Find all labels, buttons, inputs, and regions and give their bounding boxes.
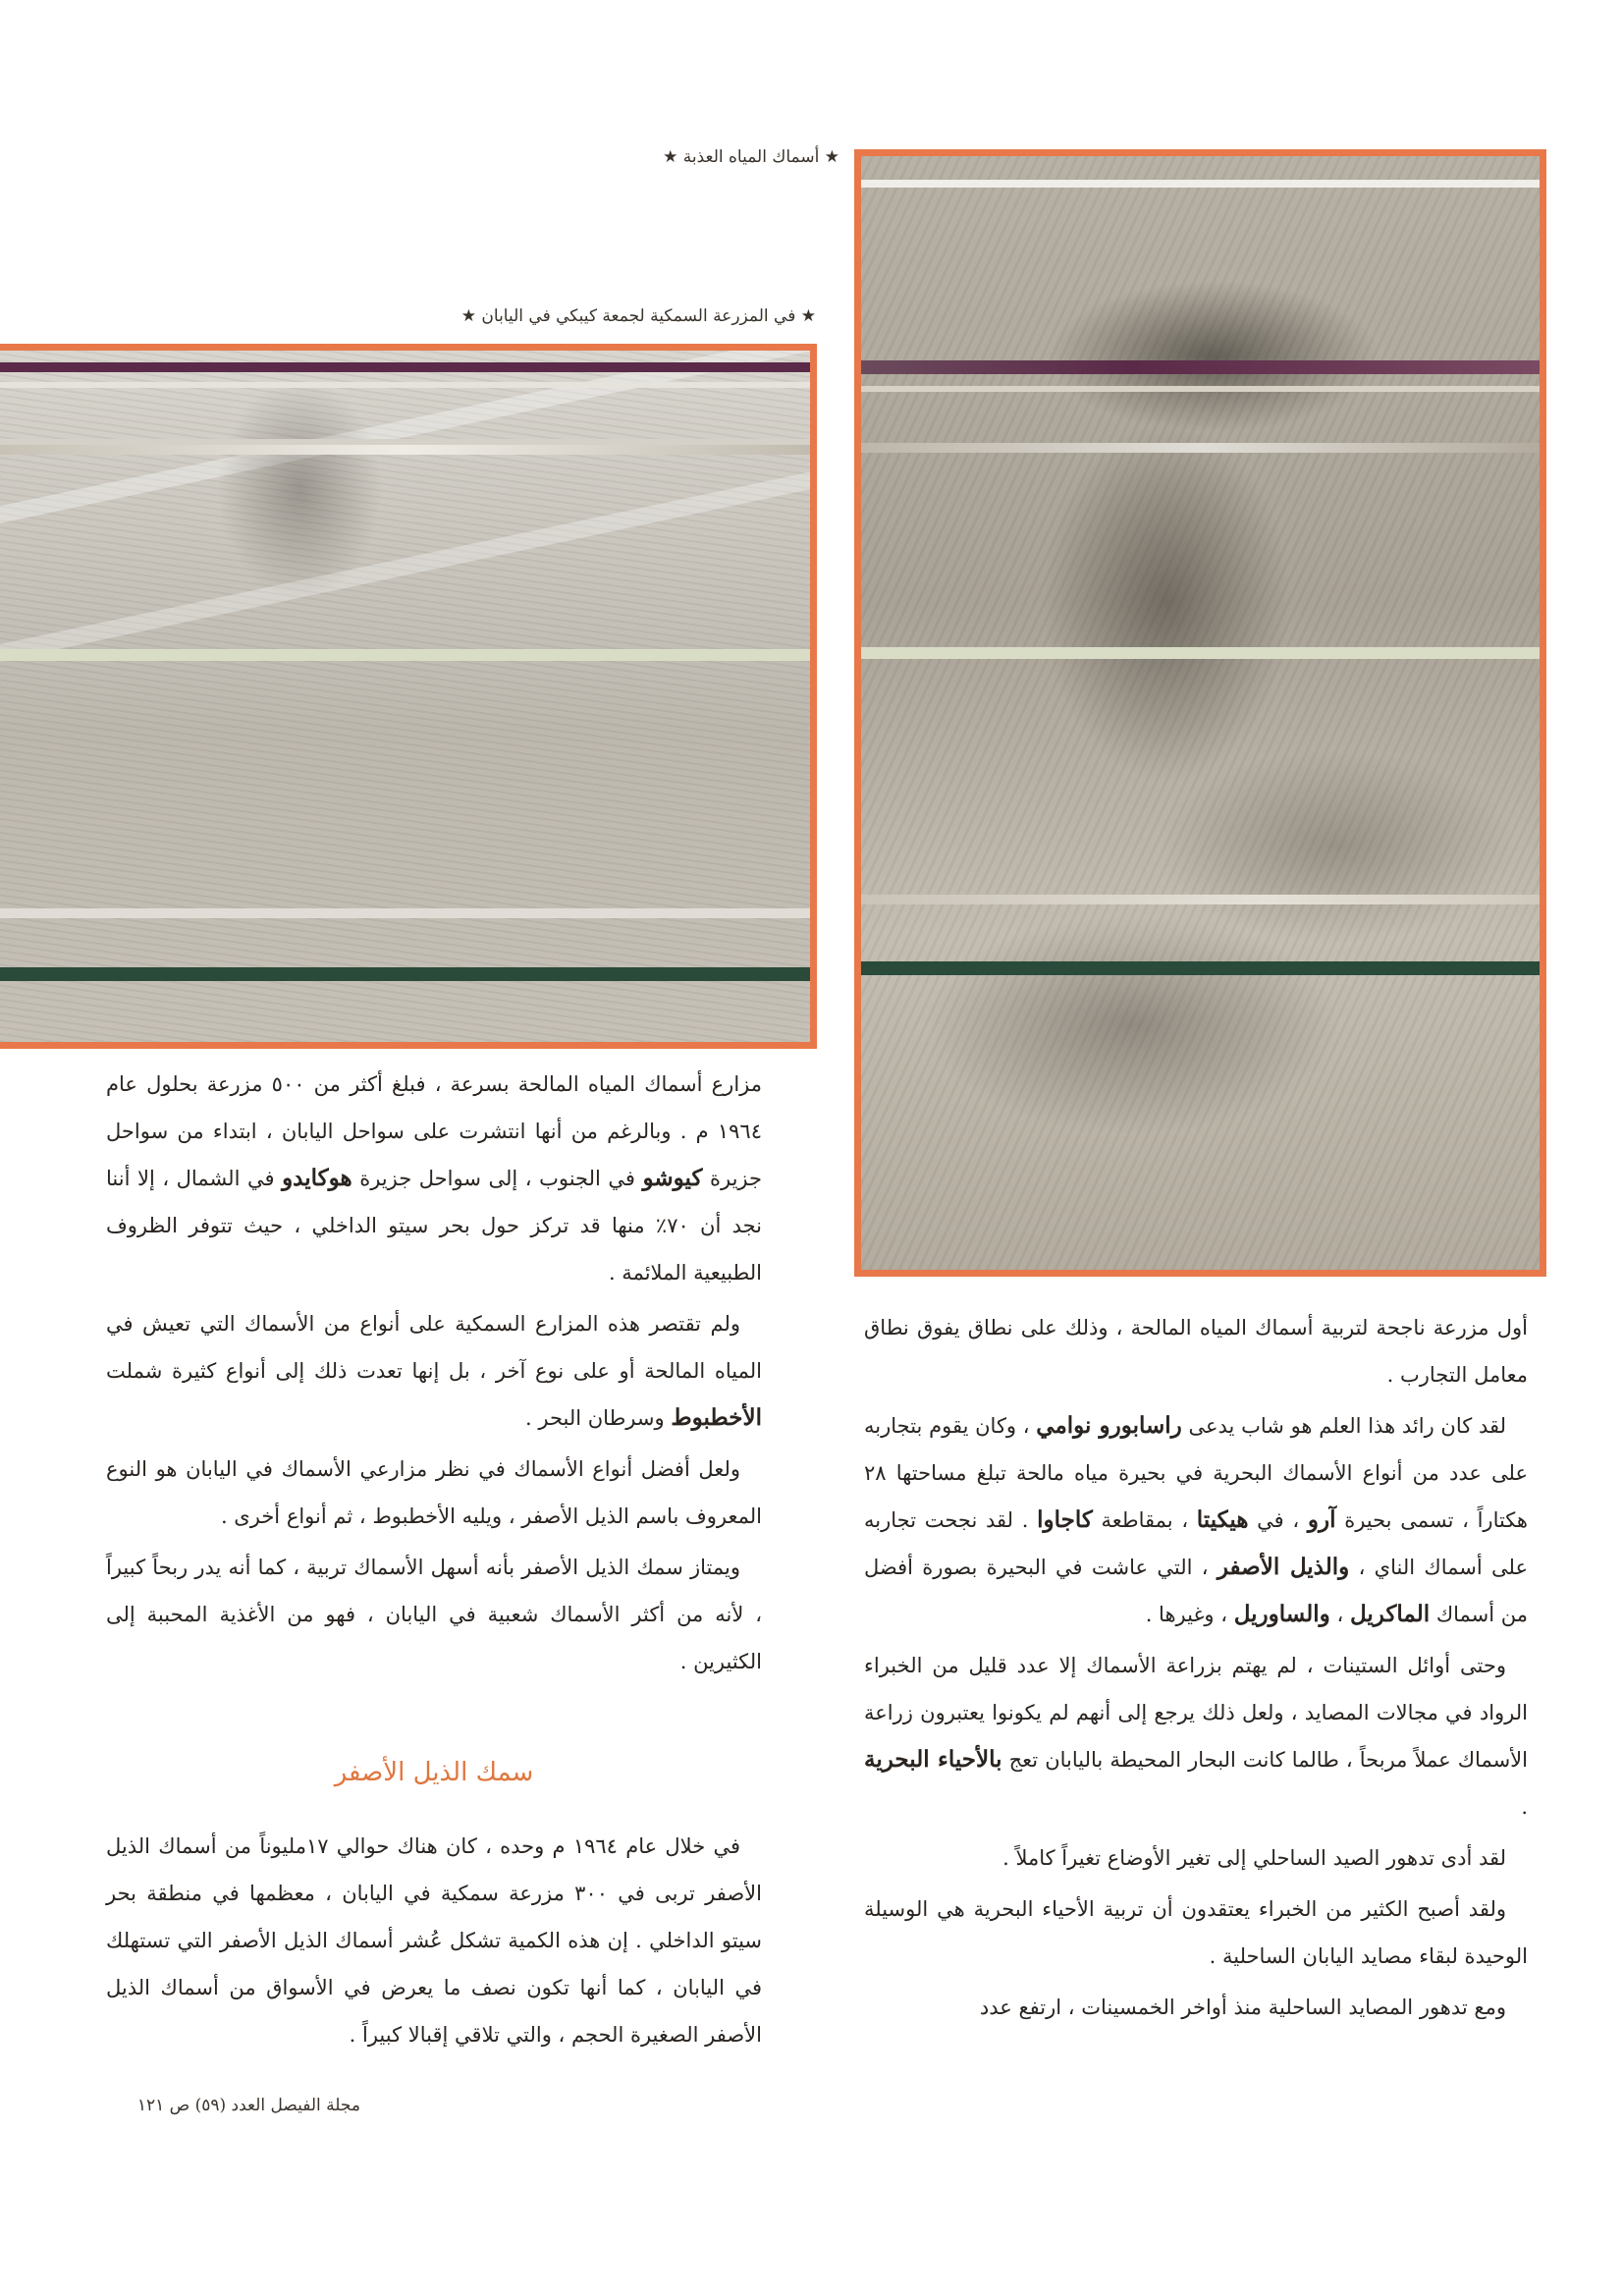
paragraph: أول مزرعة ناجحة لتربية أسماك المياه المالحة ، وذلك على نطاق يفوق نطاق معامل التجارب . [864, 1316, 1528, 1387]
left-text-column [106, 1061, 762, 1689]
paragraph: ولعل أفضل أنواع الأسماك في نظر مزارعي الأسماك في اليابان هو النوع المعروف باسم الذيل الأصفر ، ويليه الأخطبوط ، ثم أنواع أخرى . [106, 1457, 762, 1528]
name-highlight: بالأحياء البحرية [864, 1746, 1002, 1773]
section-heading: سمك الذيل الأصفر [334, 1758, 534, 1787]
paragraph: مزارع أسماك المياه المالحة بسرعة ، فبلغ أكثر من ٥٠٠ مزرعة بحلول عام ١٩٦٤ م . وبالرغم من أنها انتشرت على سواحل اليابان ، ابتداء من سواحل جزيرة كيوشو في الجنوب ، إلى سواحل جزيرة هوكايدو في الشمال ، إلا أننا نجد أن ٧٠٪ منها قد تركز حول بحر سيتو الداخلي ، حيث تتوفر الظروف الطبيعية الملائمة . [106, 1072, 763, 1285]
fish-farm-photo [0, 344, 817, 1049]
paragraph: لقد كان رائد هذا العلم هو شاب يدعى راسابورو نوامي ، وكان يقوم بتجاربه على عدد من أنواع الأسماك البحرية في بحيرة مياه مالحة تبلغ مساحتها ٢٨ هكتاراً ، تسمى بحيرة آرو ، في هيكيتا ، بمقاطعة كاجاوا . لقد نجحت تجاربه على أسماك الناي ، والذيل الأصفر ، التي عاشت في البحيرة بصورة أفضل من أسماك الماكريل ، والساوريل ، وغيرها . [864, 1412, 1528, 1627]
name-highlight: هوكايدو [282, 1165, 352, 1191]
right-text-column [864, 1304, 1528, 2035]
name-highlight: هيكيتا [1196, 1506, 1249, 1533]
paragraph: في خلال عام ١٩٦٤ م وحده ، كان هناك حوالي ١٧مليوناً من أسماك الذيل الأصفر تربى في ٣٠٠ مزرعة سمكية في اليابان ، معظمها في منطقة بحر سيتو الداخلي . إن هذه الكمية تشكل عُشر أسماك الذيل الأصفر التي تستهلك في اليابان ، كما أنها تكون نصف ما يعرض في الأسواق من أسماك الذيل الأصفر الصغيرة الحجم ، والتي تلاقي إقبالا كبيراً . [106, 1834, 762, 2047]
left-text-column-lower [106, 1823, 762, 2062]
page-footer: مجلة الفيصل العدد (٥٩) ص ١٢١ [136, 2096, 360, 2115]
name-highlight: الأخطبوط [671, 1404, 762, 1431]
paragraph: ولم تقتصر هذه المزارع السمكية على أنواع من الأسماك التي تعيش في المياه المالحة أو على نوع آخر ، بل إنها تعدت ذلك إلى أنواع كثيرة شملت الأخطبوط وسرطان البحر . [106, 1312, 762, 1431]
fish-photo-caption: ★ أسماك المياه العذبة ★ [663, 147, 839, 167]
name-highlight: والذيل الأصفر [1217, 1554, 1350, 1580]
name-highlight: كاجاوا [1037, 1506, 1093, 1533]
name-highlight: والساوريل [1233, 1601, 1330, 1627]
name-highlight: راسابورو نوامي [1036, 1412, 1182, 1439]
paragraph: ومع تدهور المصايد الساحلية منذ أواخر الخمسينات ، ارتفع عدد [979, 1995, 1506, 2019]
name-highlight: كيوشو [642, 1165, 703, 1191]
paragraph: ولقد أصبح الكثير من الخبراء يعتقدون أن تربية الأحياء البحرية هي الوسيلة الوحيدة لبقاء مصايد اليابان الساحلية . [864, 1897, 1528, 1968]
fish-photo [854, 149, 1546, 1277]
paragraph: ويمتاز سمك الذيل الأصفر بأنه أسهل الأسماك تربية ، كما أنه يدر ربحاً كبيراً ، لأنه من أكثر الأسماك شعبية في اليابان ، فهو من الأغذية المحببة إلى الكثيرين . [106, 1556, 762, 1673]
paragraph: لقد أدى تدهور الصيد الساحلي إلى تغير الأوضاع تغيراً كاملاً . [1002, 1846, 1506, 1870]
name-highlight: آرو [1307, 1506, 1336, 1533]
name-highlight: الماكريل [1349, 1601, 1431, 1627]
farm-photo-caption: ★ في المزرعة السمكية لجمعة كيبكي في اليابان ★ [460, 306, 816, 326]
paragraph: وحتى أوائل الستينات ، لم يهتم بزراعة الأسماك إلا عدد قليل من الخبراء الرواد في مجالات المصايد ، ولعل ذلك يرجع إلى أنهم لم يكونوا يعتبرون زراعة الأسماك عملاً مربحاً ، طالما كانت البحار المحيطة باليابان تعج بالأحياء البحرية . [864, 1654, 1528, 1819]
